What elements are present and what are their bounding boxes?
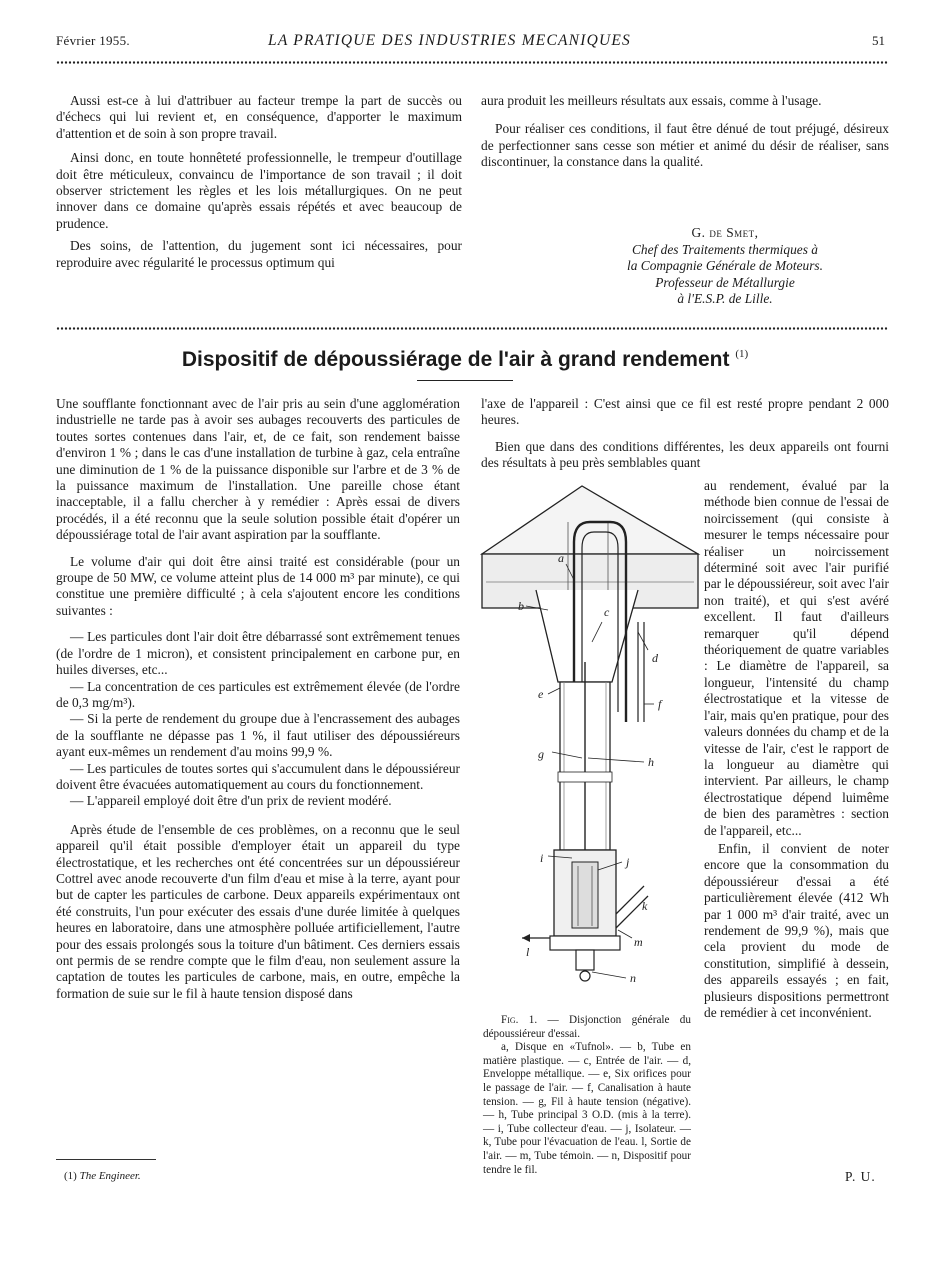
figure-label-l: l	[526, 945, 530, 959]
paragraph: Aussi est-ce à lui d'attribuer au facteur trempe la part de succès ou d'échecs qui lui revient et, en conséquence, d'apporter le maximum d'attention et de soin à son propre travail.	[56, 93, 462, 141]
paragraph: Une soufflante fonctionnant avec de l'air pris au sein d'une agglomération industrielle ne tarde pas à avoir ses aubages recouverts des particules de toutes sortes contenues dans l'air, et, de ce fait, son rendement baisse d'environ 1 % ; dans le cas d'une installation de turbine à gaz, cela entraîne une diminution de 1 % de la puissance disponible sur l'arbre et de 3 % de la puissance maximum de l'installation. Une pareille chose étant inacceptable, il a fallu chercher à y remédier : Après essai de divers procédés, il a été reconnu que la seule solution possible était d'opérer un dépoussiérage total de l'air avant aspiration par la soufflante.	[56, 396, 460, 543]
paragraph: Bien que dans des conditions différentes, les deux appareils ont fourni des résultats à peu près semblables quant	[481, 438, 889, 471]
paragraph: Des soins, de l'attention, du jugement sont ici nécessaires, pour reproduire avec régularité le processus optimum qui	[56, 238, 462, 270]
figure-label-b: b	[518, 599, 524, 613]
paragraph: aura produit les meilleurs résultats aux essais, comme à l'usage.	[481, 93, 822, 108]
paragraph: — Les particules dont l'air doit être débarrassé sont extrêmement tenues (de l'ordre de 1 micron), et consistent principalement en carbone pur, en huiles diverses, etc...	[56, 629, 460, 678]
prev-article-right-column	[481, 93, 889, 179]
caption-title: — Disjonction générale du dépoussiéreur d'essai.	[483, 1014, 691, 1040]
header-date: Février 1955.	[56, 33, 130, 48]
signature	[560, 225, 890, 308]
paragraph: Après étude de l'ensemble de ces problèmes, on a reconnu que le seul appareil qu'il était possible d'employer était un appareil du type électrostatique, et les recherches ont été concentrées sur un dépoussiéreur Cottrel avec anode recouverte d'un film d'eau et mise à la terre, ayant pour but de capter les particules de carbone. Deux appareils expérimentaux ont été construits, l'un pour exécuter des essais d'une durée limitée à quelques heures en laboratoire, dans une atmosphère polluée artificiellement, l'autre pour des essais prolongés sous la toiture d'un bâtiment. Ces derniers essais ont permis de se rendre compte que le film d'eau, non seulement assure la captation de toutes les particules de carbone, mais, en outre, empêche la formation de suie sur le fil à haute tension disposé dans	[56, 821, 460, 1001]
title-footnote-mark: (1)	[735, 348, 749, 360]
hood-triangle	[482, 486, 698, 554]
paragraph: — Si la perte de rendement du groupe due à l'encrassement des aubages de la soufflante ne dépasse pas 1 %, il faut utiliser des dépoussiéreurs ayant eux-mêmes un rendement d'au moins 99,9 %.	[56, 711, 460, 760]
figure-label-a: a	[558, 551, 564, 565]
signature-line: à l'E.S.P. de Lille.	[677, 291, 773, 307]
caption-legend: a, Disque en «Tufnol». — b, Tube en matière plastique. — c, Entrée de l'air. — d, Enveloppe métallique. — e, Six orifices pour le passage de l'air. — f, Canalisation à haute tension. — g, Fil à haute tension (négative). — h, Tube principal 3 O.D. (mis à la terre). — i, Tube collecteur d'eau. — j, Isolateur. — k, Tube pour l'évacuation de l'eau. l, Sortie de l'air. — m, Tube témoin. — n, Dispositif pour tendre le fil.	[483, 1041, 691, 1176]
page-number: 51	[872, 33, 885, 48]
caption-heading	[483, 1014, 691, 1041]
prev-article-left-column	[56, 93, 462, 279]
article-right-narrow-column	[704, 478, 889, 1029]
figure-label-k: k	[642, 899, 648, 913]
section-dotted-rule	[56, 327, 888, 330]
figure-caption	[483, 1014, 691, 1177]
signature-name: G. de Smet,	[691, 225, 759, 240]
paragraph: — L'appareil employé doit être d'un prix de revient modéré.	[70, 793, 392, 809]
paragraph: Le volume d'air qui doit être ainsi traité est considérable (pour un groupe de 50 MW, ce volume atteint plus de 14 000 m³ par minute), ce qui constitue une première difficulté ; à cela s'ajoutent encore les conditions suivantes :	[56, 553, 460, 618]
figure-label-g: g	[538, 747, 544, 761]
figure-label-i: i	[540, 851, 544, 865]
signature-line: Chef des Traitements thermiques à	[632, 241, 818, 257]
article-left-column	[56, 396, 460, 1010]
paragraph: — La concentration de ces particules est extrêmement élevée (de l'ordre de 0,3 mg/m³).	[56, 678, 460, 710]
figure-label-c: c	[604, 605, 610, 619]
article-title	[0, 348, 930, 372]
paragraph: Pour réaliser ces conditions, il faut être dénué de tout préjugé, désireux de perfectionner sans cesse son métier et animé du désir de réaliser, sans discontinuer, la constance dans la qualité.	[481, 121, 889, 170]
footnote-rule	[56, 1159, 156, 1160]
figure-label-h: h	[648, 755, 654, 769]
footnote-mark: (1)	[64, 1170, 77, 1182]
signature-line: la Compagnie Générale de Moteurs.	[627, 258, 823, 274]
caption-fig-label: Fig. 1.	[501, 1014, 538, 1026]
title-underline	[417, 380, 513, 381]
article-right-column-top	[481, 396, 889, 472]
paragraph: Enfin, il convient de noter encore que la consommation du dépoussiéreur d'essai a été particulièrement élevée (412 Wh par 1 000 m³ d'air traité, avec un rendement de 99,9 %), mais que cela provient du mode de constitution, simplifié à dessein, des appareils essayés ; en fait, plusieurs dispositions permettront de remédier à cet inconvénient.	[704, 840, 889, 1020]
paragraph: Ainsi donc, en toute honnêteté professionnelle, le trempeur d'outillage doit être méticuleux, convaincu de l'importance de son travail ; il doit observer strictement les règles et les lois métallurgiques. On ne peut innover dans ce domaine qu'après essais répétés et avec beaucoup de prudence.	[56, 150, 462, 231]
author-initials: P. U.	[845, 1169, 876, 1184]
figure-label-f: f	[658, 697, 662, 711]
figure-label-m: m	[634, 935, 643, 949]
insulator	[572, 862, 598, 928]
paragraph: — Les particules de toutes sortes qui s'accumulent dans le dépoussiéreur doivent être évacuées automatiquement au cours du fonctionnement.	[56, 760, 460, 792]
figure-label-j: j	[626, 855, 630, 869]
header-dotted-rule	[56, 61, 888, 64]
paragraph: au rendement, évalué par la méthode bien connue de l'essai de noircissement (qui consiste à mesurer le temps nécessaire pour réaliser un noircissement déterminé soit avec l'air purifié par le dépoussiéreur, soit avec l'air non traité), et qui s'est avéré excellent. Il faut d'ailleurs remarquer qu'il dépend théoriquement de quatre variables : Le diamètre de l'appareil, sa longueur, l'intensité du champ électrostatique et la vitesse de l'air, mais qu'en pratique, pour des valeurs données du champ et de la vitesse de l'air, c'est le rapport de la longueur au diamètre qui intervient. Par ailleurs, le champ électrostatique dépend luimême de bien des paramètres : section de l'appareil, etc...	[704, 478, 889, 838]
paragraph: l'axe de l'appareil : C'est ainsi que ce fil est resté propre pendant 2 000 heures.	[481, 396, 889, 428]
figure-label-e: e	[538, 687, 544, 701]
journal-title: LA PRATIQUE DES INDUSTRIES MECANIQUES	[268, 32, 631, 49]
figure-label-n: n	[630, 971, 636, 985]
funnel	[536, 590, 638, 682]
signature-line: Professeur de Métallurgie	[655, 274, 795, 290]
article-title-text: Dispositif de dépoussiérage de l'air à grand rendement	[181, 348, 730, 371]
footnote-text: The Engineer.	[79, 1170, 141, 1182]
figure-deduster-diagram	[478, 482, 710, 1012]
footnote	[64, 1170, 141, 1182]
wire-tensioner	[576, 950, 594, 970]
figure-label-d: d	[652, 651, 658, 665]
